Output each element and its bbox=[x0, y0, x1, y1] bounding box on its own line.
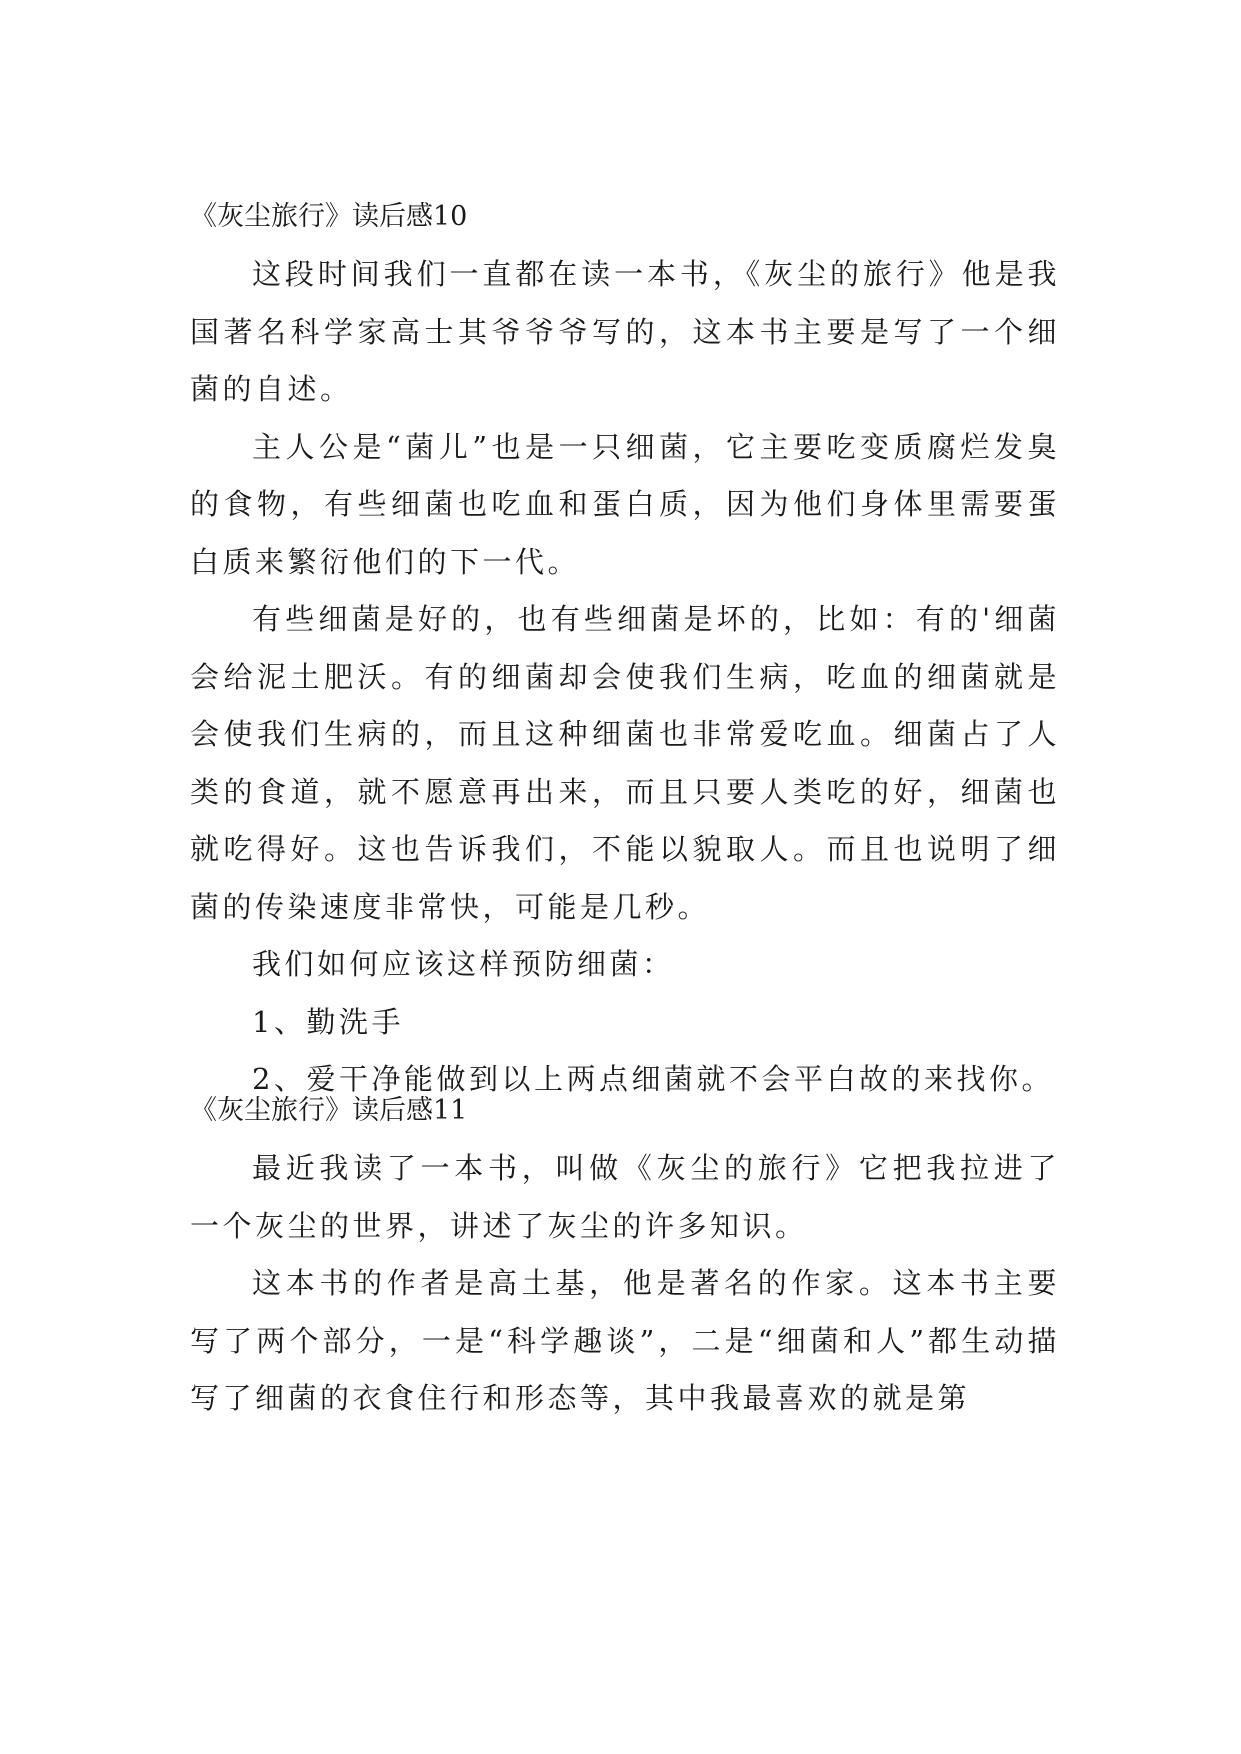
paragraph: 主人公是“菌儿”也是一只细菌，它主要吃变质腐烂发臭的食物，有些细菌也吃血和蛋白质，因为他们身体里需要蛋白质来繁衍他们的下一代。 bbox=[190, 429, 1060, 579]
paragraph: 这段时间我们一直都在读一本书，《灰尘的旅行》他是我国著名科学家高士其爷爷爷写的，这本书主要是写了一个细菌的自述。 bbox=[190, 257, 1060, 406]
paragraph: 最近我读了一本书，叫做《灰尘的旅行》它把我拉进了一个灰尘的世界，讲述了灰尘的许多知识。 bbox=[190, 1151, 1060, 1243]
paragraph: 我们如何应该这样预防细菌： bbox=[252, 947, 675, 981]
paragraph: 这本书的作者是高土基，他是著名的作家。这本书主要写了两个部分，一是“科学趣谈”，二是“细菌和人”都生动描写了细菌的衣食住行和形态等，其中我最喜欢的就是第 bbox=[190, 1266, 1060, 1415]
essay-section-10 bbox=[190, 188, 1060, 1109]
essay-heading: 《灰尘旅行》读后感11 bbox=[190, 1095, 468, 1126]
list-item: 1、勤洗手 bbox=[252, 1004, 404, 1039]
paragraph: 有些细菌是好的，也有些细菌是坏的，比如：有的'细菌会给泥土肥沃。有的细菌却会使我们生病，吃血的细菌就是会使我们生病的，而且这种细菌也非常爱吃血。细菌占了人类的食道，就不愿意再出来，而且只要人类吃的好，细菌也就吃得好。这也告诉我们，不能以貌取人。而且也说明了细菌的传染速度非常快，可能是几秒。 bbox=[190, 602, 1060, 924]
list-item: 2、爱干净能做到以上两点细菌就不会平白故的来找你。 bbox=[252, 1062, 1054, 1096]
essay-section-11 bbox=[190, 1082, 1060, 1428]
essay-heading: 《灰尘旅行》读后感10 bbox=[190, 201, 468, 232]
